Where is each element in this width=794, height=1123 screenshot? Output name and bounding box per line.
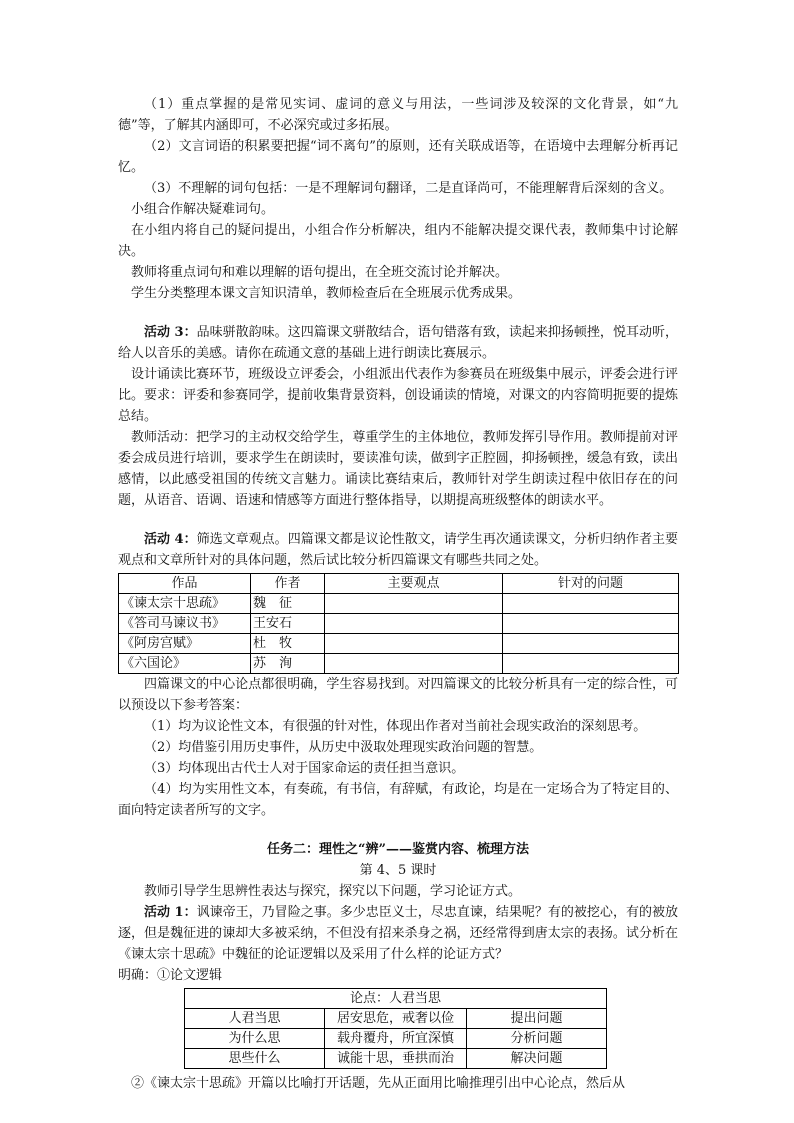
table-cell-issue [503,594,679,614]
table-title-row [185,989,607,1009]
document-page [118,94,678,1094]
paragraph-4: 小组合作解决疑难词句。 [131,202,275,217]
table-cell-issue [503,614,679,634]
answer-2: （2）均借鉴引用历史事件，从历史中汲取处理现实政治问题的智慧。 [144,740,543,755]
table-header-row [119,574,679,594]
activity-1-paragraph [118,902,678,965]
table-cell-author: 魏 征 [251,594,325,614]
table-cell-work: 《谏太宗十思疏》 [119,594,251,614]
table-row [119,614,679,634]
table-cell-work: 《阿房宫赋》 [119,634,251,654]
activity-3-label: 活动 3： [144,325,197,340]
answer-1: （1）均为议论性文本，有很强的针对性，体现出作者对当前社会现实政治的深刻思考。 [144,719,647,734]
paragraph-8: 四篇课文的中心论点都很明确，学生容易找到。对四篇课文的比较分析具有一定的综合性，可以预设以下参考答案： [118,677,678,713]
table-cell-view [325,594,503,614]
activity-3-paragraph [118,322,678,364]
table-cell: 诚能十思，垂拱而治 [325,1049,467,1069]
activity-4-label: 活动 4： [144,532,197,547]
paragraph-9: 教师引导学生思辨性表达与探究，探究以下问题，学习论证方式。 [144,884,522,899]
activity-1-label: 活动 1： [144,905,197,920]
table-row [119,594,679,614]
activity-3-paragraph-3: 教师活动：把学习的主动权交给学生，尊重学生的主体地位，教师发挥引导作用。教师提前对评委会成员进行培训，要求学生在朗读时，要读准句读，做到字正腔圆，抑扬顿挫，缓急有致，读出感情，以此感受祖国的传统文言魅力。诵读比赛结束后，教师针对学生朗读过程中依旧存在的问题，从语音、语调、语速和情感等方面进行整体指导，以期提高班级整体的朗读水平。 [118,430,678,508]
table-header-cell: 作品 [119,574,251,594]
answer-4: （4）均为实用性文本，有奏疏，有书信，有辞赋，有政论，均是在一定场合为了特定目的、面向特定读者所写的文字。 [118,782,678,818]
table-row [185,1029,607,1049]
paragraph-11: ②《谏太宗十思疏》开篇以比喻打开话题，先从正面用比喻推理引出中心论点，然后从 [131,1076,626,1091]
table-row [185,1009,607,1029]
table-row [119,654,679,674]
table-cell: 思些什么 [185,1049,325,1069]
activity-4-text: 筛选文章观点。四篇课文都是议论性散文，请学生再次通读课文，分析归纳作者主要观点和文章所针对的具体问题，然后试比较分析四篇课文有哪些共同之处。 [118,532,678,568]
paragraph-5: 在小组内将自己的疑问提出，小组合作分析解决，组内不能解决提交课代表，教师集中讨论解决。 [118,223,678,259]
table-cell: 居安思危，戒奢以俭 [325,1009,467,1029]
table-cell-work: 《六国论》 [119,654,251,674]
table-cell: 为什么思 [185,1029,325,1049]
table-cell-issue [503,654,679,674]
table-header-cell: 主要观点 [325,574,503,594]
table-cell-issue [503,634,679,654]
table-cell-view [325,654,503,674]
paragraph-2: （2）文言词语的积累要把握“词不离句”的原则，还有关联成语等，在语境中去理解分析再记忆。 [118,139,678,175]
table-header-cell: 针对的问题 [503,574,679,594]
table-cell-work: 《答司马谏议书》 [119,614,251,634]
paragraph-10: 明确：①论文逻辑 [118,968,223,983]
paragraph-1: （1）重点掌握的是常见实词、虚词的意义与用法，一些词涉及较深的文化背景，如“九德”等，了解其内涵即可，不必深究或过多拓展。 [118,97,678,133]
paragraph-7: 学生分类整理本课文言知识清单，教师检查后在全班展示优秀成果。 [131,286,522,301]
activity-4-paragraph [118,529,678,571]
task-2-subtitle: 第 4、5 课时 [359,863,437,878]
table-cell: 分析问题 [467,1029,607,1049]
table-row [185,1049,607,1069]
table-header-cell: 作者 [251,574,325,594]
activity-3-paragraph-2: 设计诵读比赛环节，班级设立评委会，小组派出代表作为参赛员在班级集中展示，评委会进行评比。要求：评委和参赛同学，提前收集背景资料，创设诵读的情境，对课文的内容简明扼要的提炼总结。 [118,367,678,424]
table-cell-author: 苏 洵 [251,654,325,674]
table-cell-author: 杜 牧 [251,634,325,654]
paragraph-3: （3）不理解的词句包括：一是不理解词句翻译，二是直译尚可，不能理解背后深刻的含义。 [144,181,673,196]
table-cell: 载舟覆舟，所宜深慎 [325,1029,467,1049]
activity-3-text: 品味骈散韵味。这四篇课文骈散结合，语句错落有致，读起来抑扬顿挫，悦耳动听，给人以音乐的美感。请你在疏通文意的基础上进行朗读比赛展示。 [118,325,678,361]
table-cell-author: 王安石 [251,614,325,634]
table-cell: 人君当思 [185,1009,325,1029]
answer-3: （3）均体现出古代士人对于国家命运的责任担当意识。 [144,761,465,776]
activity-1-text: 讽谏帝王，乃冒险之事。多少忠臣义士，尽忠直谏，结果呢？有的被挖心，有的被放逐，但是魏征进的谏却大多被采纳，不但没有招来杀身之祸，还经常得到唐太宗的表扬。试分析在《谏太宗十思疏》中魏征的论证逻辑以及采用了什么样的论证方式？ [118,905,678,962]
table-row [119,634,679,654]
table-cell-view [325,614,503,634]
table-cell: 提出问题 [467,1009,607,1029]
logic-table [184,988,607,1069]
paragraph-6: 教师将重点词句和难以理解的语句提出，在全班交流讨论并解决。 [131,265,509,280]
logic-table-title: 论点：人君当思 [185,989,607,1009]
task-2-title: 任务二：理性之“辨”——鉴赏内容、梳理方法 [267,842,529,857]
table-cell: 解决问题 [467,1049,607,1069]
works-table [118,573,679,674]
table-cell-view [325,634,503,654]
